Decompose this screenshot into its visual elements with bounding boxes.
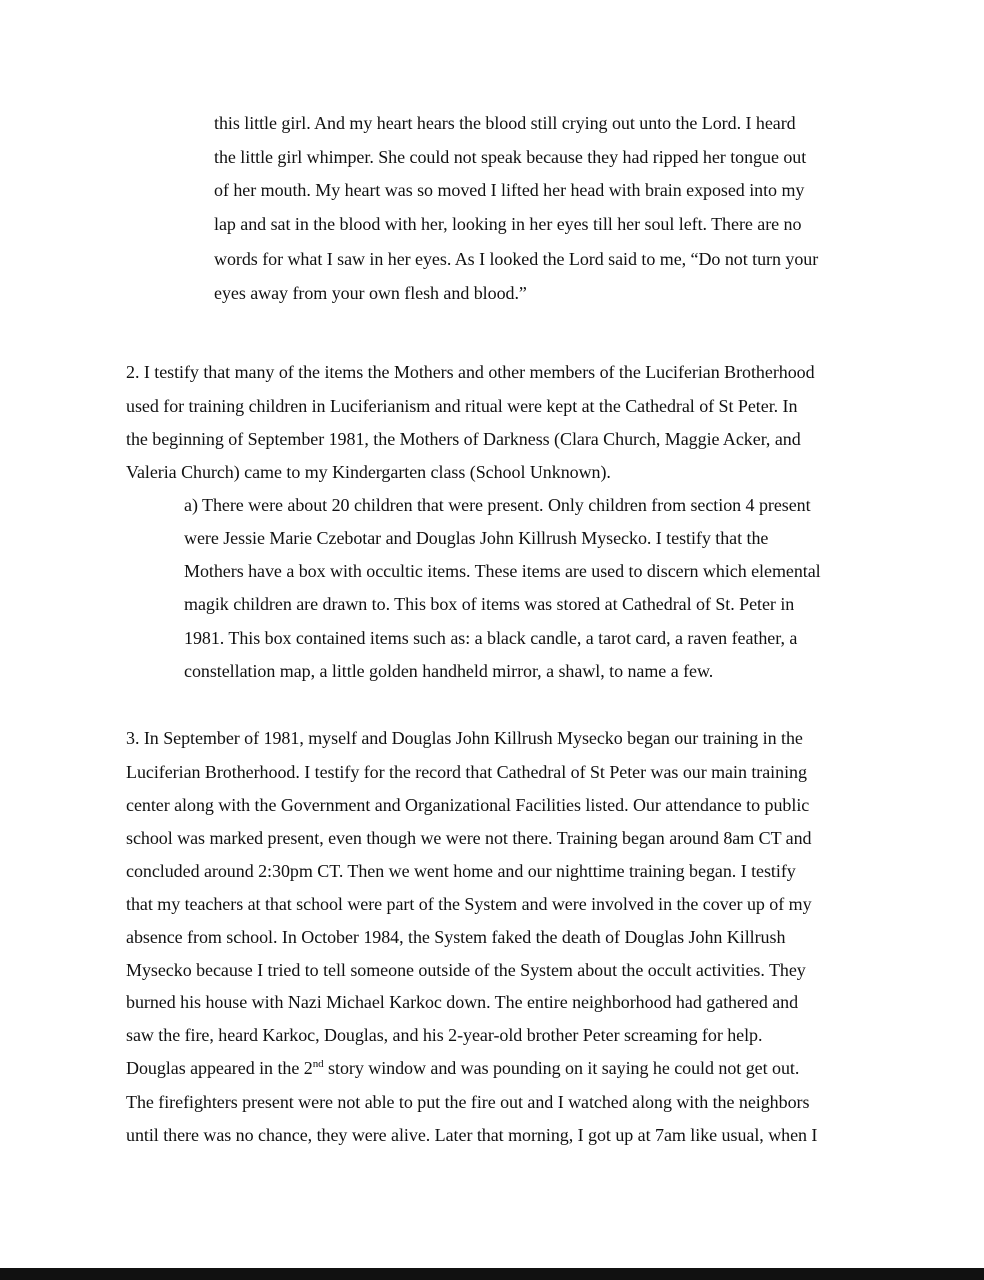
text-line: 3. In September of 1981, myself and Douglas John Killrush Mysecko began our training in the bbox=[126, 728, 803, 748]
text-line: this little girl. And my heart hears the blood still crying out unto the Lord. I heard bbox=[214, 113, 796, 133]
text-line: 1981. This box contained items such as: a black candle, a tarot card, a raven feather, a bbox=[184, 628, 798, 648]
text-line: of her mouth. My heart was so moved I lifted her head with brain exposed into my bbox=[214, 180, 805, 200]
bottom-edge-bar bbox=[0, 1268, 984, 1280]
text-line: constellation map, a little golden handheld mirror, a shawl, to name a few. bbox=[184, 661, 714, 681]
text-line: center along with the Government and Organizational Facilities listed. Our attendance to public bbox=[126, 795, 810, 815]
text-line: the little girl whimper. She could not speak because they had ripped her tongue out bbox=[214, 147, 807, 167]
text-line: magik children are drawn to. This box of items was stored at Cathedral of St. Peter in bbox=[184, 594, 795, 614]
text-line: Mysecko because I tried to tell someone outside of the System about the occult activities. They bbox=[126, 960, 806, 980]
text-line: concluded around 2:30pm CT. Then we went home and our nighttime training began. I testify bbox=[126, 861, 796, 881]
text-line: 2. I testify that many of the items the Mothers and other members of the Luciferian Brotherhood bbox=[126, 362, 815, 382]
text-line: used for training children in Luciferianism and ritual were kept at the Cathedral of St Peter. In bbox=[126, 396, 798, 416]
text-line: eyes away from your own flesh and blood.” bbox=[214, 283, 527, 303]
text-segment: story window and was pounding on it saying he could not get out. bbox=[323, 1058, 800, 1078]
text-line: Valeria Church) came to my Kindergarten class (School Unknown). bbox=[126, 462, 611, 482]
text-line: Luciferian Brotherhood. I testify for the record that Cathedral of St Peter was our main training bbox=[126, 762, 807, 782]
text-line: saw the fire, heard Karkoc, Douglas, and his 2-year-old brother Peter screaming for help. bbox=[126, 1025, 763, 1045]
text-line: Mothers have a box with occultic items. These items are used to discern which elemental bbox=[184, 561, 821, 581]
text-line: absence from school. In October 1984, the System faked the death of Douglas John Killrush bbox=[126, 927, 786, 947]
text-line: burned his house with Nazi Michael Karkoc down. The entire neighborhood had gathered and bbox=[126, 992, 799, 1012]
text-line: the beginning of September 1981, the Mothers of Darkness (Clara Church, Maggie Acker, and bbox=[126, 429, 801, 449]
text-line: until there was no chance, they were alive. Later that morning, I got up at 7am like usual, when I bbox=[126, 1125, 818, 1145]
text-segment: Douglas appeared in the 2 bbox=[126, 1058, 313, 1078]
text-line: were Jessie Marie Czebotar and Douglas John Killrush Mysecko. I testify that the bbox=[184, 528, 769, 548]
text-line bbox=[126, 1057, 799, 1079]
text-line: words for what I saw in her eyes. As I looked the Lord said to me, “Do not turn your bbox=[214, 249, 819, 269]
text-line: school was marked present, even though we were not there. Training began around 8am CT and bbox=[126, 828, 812, 848]
text-line: a) There were about 20 children that were present. Only children from section 4 present bbox=[184, 495, 811, 515]
superscript-ordinal: nd bbox=[312, 1058, 324, 1070]
text-line: that my teachers at that school were part of the System and were involved in the cover up of my bbox=[126, 894, 812, 914]
text-line: The firefighters present were not able to put the fire out and I watched along with the neighbors bbox=[126, 1092, 810, 1112]
text-line: lap and sat in the blood with her, looking in her eyes till her soul left. There are no bbox=[214, 214, 802, 234]
